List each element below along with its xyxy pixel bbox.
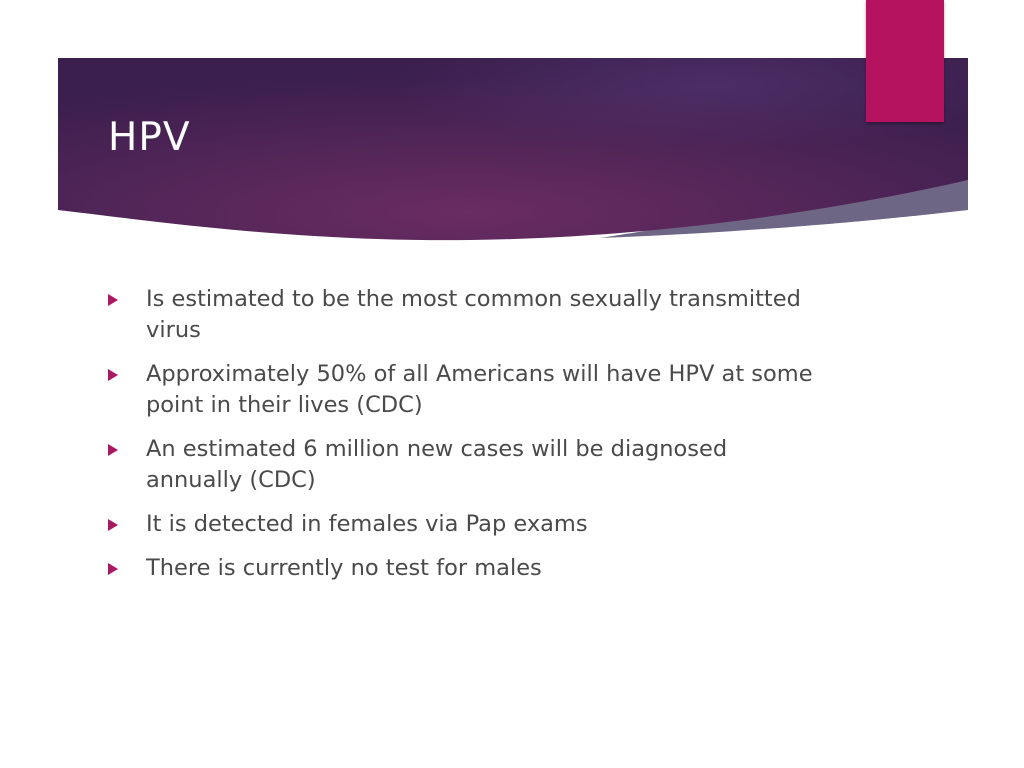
bullet-text: Is estimated to be the most common sexually transmitted virus <box>146 286 801 343</box>
slide-title: HPV <box>108 115 191 160</box>
bullet-item <box>108 434 828 496</box>
triangle-right-icon <box>108 369 118 381</box>
bullet-item <box>108 509 828 540</box>
bullet-list <box>108 284 828 597</box>
triangle-right-icon <box>108 519 118 531</box>
triangle-right-icon <box>108 294 118 306</box>
accent-block <box>866 0 944 122</box>
bullet-text: It is detected in females via Pap exams <box>146 511 588 537</box>
bullet-item <box>108 359 828 421</box>
bullet-text: An estimated 6 million new cases will be diagnosed annually (CDC) <box>146 436 728 493</box>
bullet-item <box>108 553 828 584</box>
bullet-text: There is currently no test for males <box>146 555 542 581</box>
bullet-item <box>108 284 828 346</box>
triangle-right-icon <box>108 444 118 456</box>
triangle-right-icon <box>108 563 118 575</box>
bullet-text: Approximately 50% of all Americans will have HPV at some point in their lives (CDC) <box>146 361 813 418</box>
